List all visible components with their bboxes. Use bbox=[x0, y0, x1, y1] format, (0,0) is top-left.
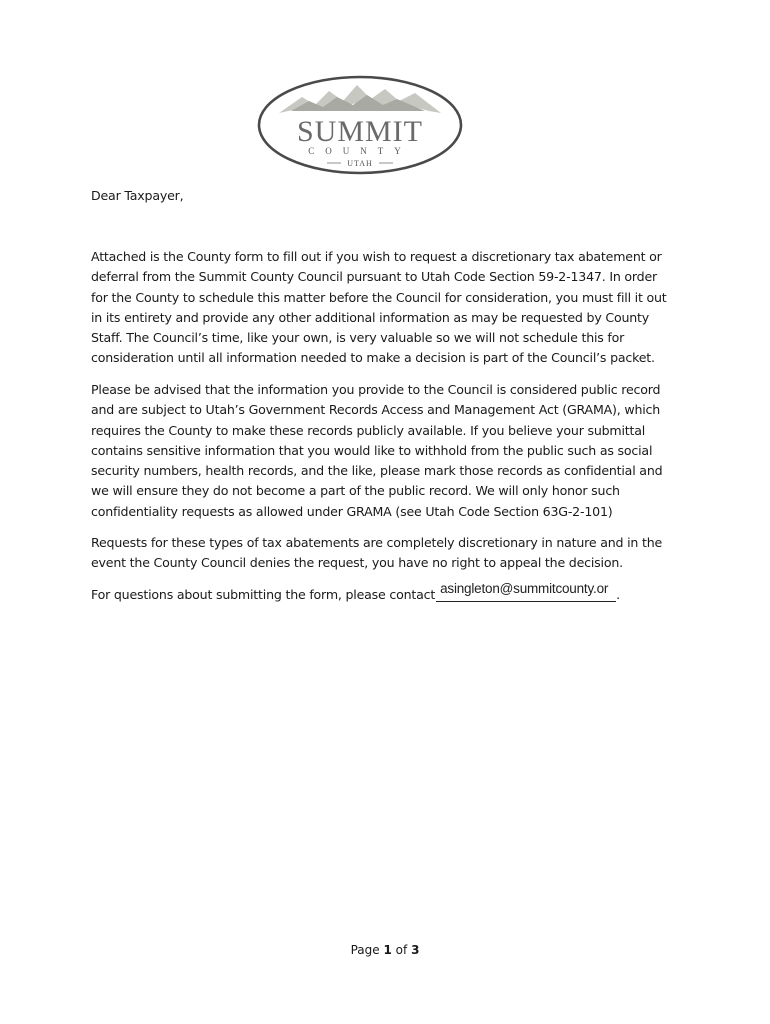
text-line: for the County to schedule this matter before the Council for consideration, you must fill it out bbox=[91, 289, 667, 305]
total-pages: 3 bbox=[411, 943, 420, 957]
of-word: of bbox=[395, 943, 408, 957]
contact-field[interactable] bbox=[436, 580, 616, 602]
text-line: Please be advised that the information you provide to the Council is considered public record bbox=[91, 382, 661, 397]
logo-wordmark: SUMMIT bbox=[296, 115, 424, 148]
contact-line bbox=[91, 580, 681, 605]
text-line: and are subject to Utah’s Government Records Access and Management Act (GRAMA), which bbox=[91, 402, 661, 418]
text-line: in its entirety and provide any other additional information as may be requested by County bbox=[91, 309, 650, 325]
text-line: confidentiality requests as allowed under GRAMA (see Utah Code Section 63G-2-101) bbox=[91, 503, 613, 519]
contact-value: asingleton@summitcounty.or bbox=[440, 580, 609, 596]
page-word: Page bbox=[350, 943, 380, 957]
text-line: we will ensure they do not become a part of the public record. We will only honor such bbox=[91, 483, 620, 499]
salutation: Dear Taxpayer, bbox=[91, 188, 184, 203]
contact-suffix: . bbox=[616, 587, 620, 602]
text-line: Requests for these types of tax abatements are completely discretionary in nature and in the bbox=[91, 535, 663, 550]
text-line: Staff. The Council’s time, like your own, is very valuable so we will not schedule this for bbox=[91, 330, 625, 346]
text-line: deferral from the Summit County Council pursuant to Utah Code Section 59-2-1347. In order bbox=[91, 269, 657, 285]
text-line: security numbers, health records, and the like, please mark those records as confidential and bbox=[91, 463, 663, 479]
contact-prefix: For questions about submitting the form, please contact bbox=[91, 587, 436, 602]
page-number bbox=[0, 943, 770, 957]
text-line: Attached is the County form to fill out if you wish to request a discretionary tax abatement or bbox=[91, 249, 662, 264]
current-page: 1 bbox=[383, 943, 392, 957]
logo-county-text: COUNTY bbox=[308, 146, 412, 156]
text-line: contains sensitive information that you would like to withhold from the public such as social bbox=[91, 442, 653, 458]
text-line: event the County Council denies the request, you have no right to appeal the decision. bbox=[91, 555, 623, 571]
paragraph-public-record bbox=[91, 380, 681, 522]
text-line: requires the County to make these records publicly available. If you believe your submittal bbox=[91, 422, 646, 438]
text-line: consideration until all information needed to make a decision is part of the Council’s packet. bbox=[91, 350, 655, 366]
summit-county-logo bbox=[257, 75, 463, 175]
paragraph-intro bbox=[91, 247, 681, 369]
paragraph-discretionary bbox=[91, 533, 681, 574]
logo-state-text: UTAH bbox=[347, 159, 373, 168]
